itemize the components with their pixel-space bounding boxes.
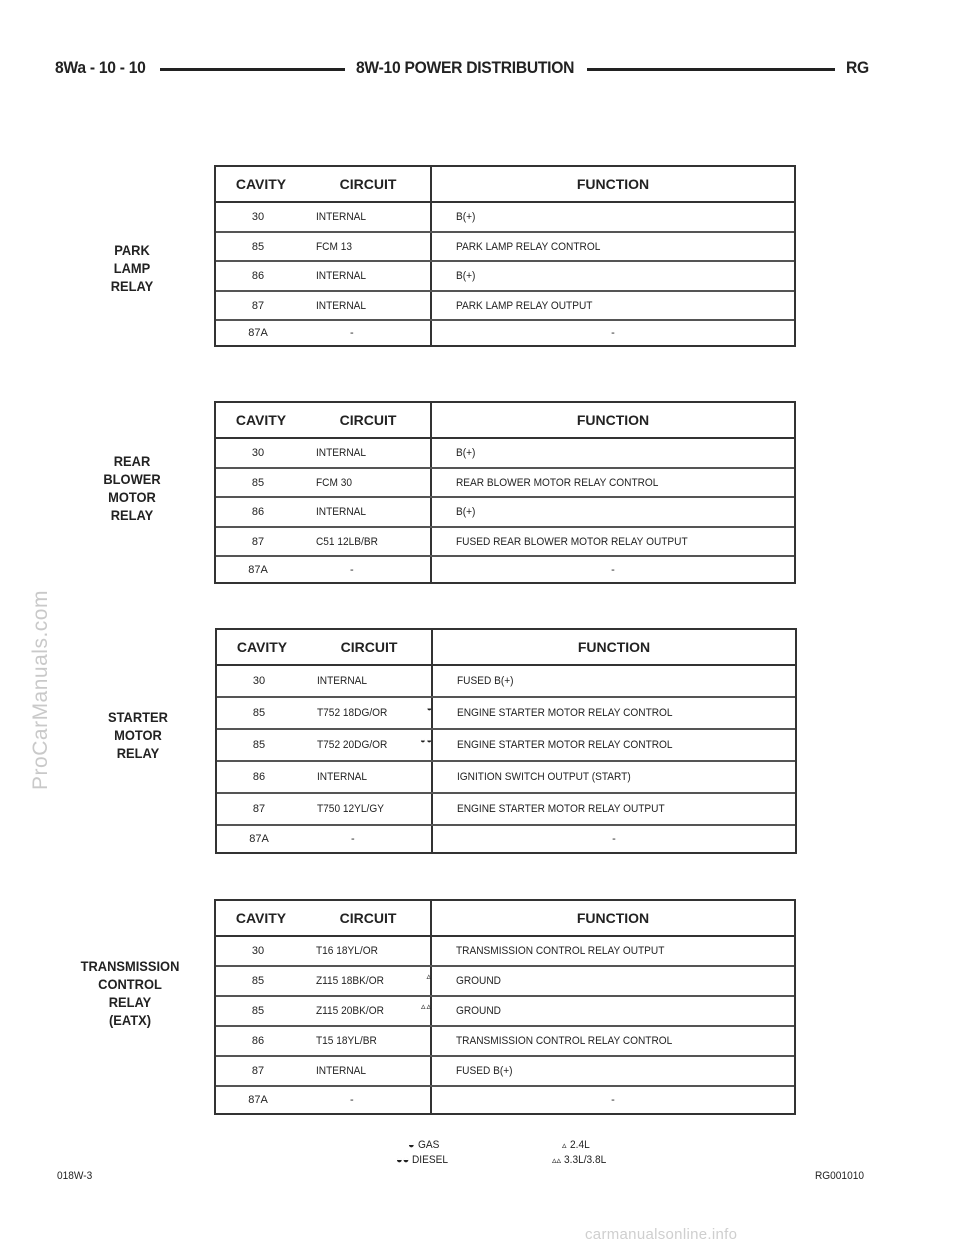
page-ref: 8Wa - 10 - 10 (55, 58, 146, 77)
function-text: B(+) (456, 211, 476, 223)
legend-text: GAS (417, 1139, 440, 1151)
header-rule-right (587, 68, 835, 71)
circuit-text: C51 12LB/BR (316, 535, 378, 548)
relay-label-line: REAR (113, 453, 151, 469)
relay-label-line: RELAY (108, 994, 152, 1010)
header-rule-left (160, 68, 345, 71)
relay-label-rear-blower (58, 452, 205, 524)
circuit-text: - (351, 833, 355, 845)
circuit-cell (301, 703, 433, 719)
circuit-cell (300, 477, 430, 489)
circuit-cell (300, 945, 430, 957)
table-row (217, 698, 795, 730)
function-text: ENGINE STARTER MOTOR RELAY OUTPUT (457, 803, 665, 815)
cavity-cell: 87 (251, 1065, 265, 1077)
function-cell (431, 698, 795, 728)
circuit-cell (300, 1001, 432, 1017)
table-header (216, 167, 794, 203)
relay-label-line: MOTOR (114, 727, 162, 743)
function-cell (430, 203, 794, 231)
circuit-cell (300, 564, 430, 576)
function-text: PARK LAMP RELAY OUTPUT (456, 299, 593, 312)
circuit-text: INTERNAL (316, 270, 367, 282)
table-row (216, 469, 794, 498)
circuit-cell (301, 675, 431, 687)
cavity-cell: 30 (251, 211, 265, 223)
table-row (216, 1057, 794, 1087)
relay-label-line: RELAY (110, 507, 154, 523)
legend-2-4l (562, 1139, 591, 1151)
side-watermark (0, 0, 80, 1242)
engine-3-3l-3-8l-symbol-icon: ▵▵ (552, 1155, 562, 1165)
circuit-cell (300, 1065, 430, 1077)
cavity-cell: 85 (251, 240, 265, 253)
circuit-cell (300, 270, 430, 282)
circuit-cell (300, 536, 430, 548)
cavity-cell: 86 (251, 270, 265, 282)
function-text: ENGINE STARTER MOTOR RELAY CONTROL (457, 739, 673, 751)
table-header (217, 630, 795, 666)
circuit-text: T752 20DG/OR (317, 739, 388, 751)
table-header (216, 403, 794, 439)
side-watermark-text: ProCarManuals.com (29, 590, 52, 790)
function-cell (430, 292, 794, 319)
function-text: FUSED B(+) (456, 1065, 513, 1077)
function-text: REAR BLOWER MOTOR RELAY CONTROL (456, 476, 659, 489)
function-cell (431, 826, 795, 852)
table-row (217, 666, 795, 698)
circuit-text: INTERNAL (316, 211, 367, 223)
function-text: ENGINE STARTER MOTOR RELAY CONTROL (457, 707, 673, 719)
function-cell (430, 1027, 794, 1055)
relay-label-line: MOTOR (108, 489, 156, 505)
function-cell (430, 498, 794, 526)
cavity-cell: 87 (251, 535, 265, 548)
engine-2-4l-symbol-icon: ▵ (562, 1140, 567, 1150)
relay-label-line: RELAY (110, 278, 154, 294)
legend-gas (408, 1139, 441, 1151)
table-row (216, 233, 794, 262)
table-row (216, 292, 794, 321)
circuit-text: - (350, 1094, 354, 1106)
function-cell (430, 997, 794, 1025)
circuit-text: T750 12YL/GY (317, 803, 384, 815)
transmission-control-relay-table (214, 899, 796, 1115)
figure-ref-left (57, 1170, 95, 1182)
rear-blower-relay-table (214, 401, 796, 584)
function-cell (430, 321, 794, 345)
diesel-symbol-icon: ◒◒ (420, 735, 433, 745)
function-cell (430, 937, 794, 965)
cavity-cell: 86 (252, 771, 266, 783)
function-cell (431, 666, 795, 696)
bottom-watermark: carmanualsonline.info (585, 1226, 738, 1243)
page-title: 8W-10 POWER DISTRIBUTION (356, 58, 575, 77)
circuit-cell (300, 971, 432, 987)
function-text: TRANSMISSION CONTROL RELAY OUTPUT (456, 945, 665, 957)
function-text: - (611, 327, 615, 339)
function-cell (431, 730, 795, 760)
cavity-cell: 87 (252, 803, 266, 815)
circuit-cell (300, 300, 430, 312)
function-text: IGNITION SWITCH OUTPUT (START) (457, 771, 631, 783)
table-row (217, 730, 795, 762)
relay-label-starter-motor (64, 708, 211, 762)
function-text: FUSED B(+) (457, 675, 514, 687)
relay-label-transmission-control (56, 957, 203, 1029)
engine-3-3l-3-8l-symbol-icon: ▵▵ (420, 1001, 432, 1011)
table-row (217, 762, 795, 794)
diesel-symbol-icon: ◒◒ (396, 1154, 410, 1166)
cavity-header: CAVITY (235, 176, 287, 192)
table-row (216, 528, 794, 557)
circuit-cell (301, 833, 431, 845)
circuit-text: INTERNAL (316, 447, 367, 459)
table-row (217, 794, 795, 826)
cavity-header: CAVITY (235, 910, 287, 926)
table-row (216, 262, 794, 292)
table-row (216, 203, 794, 233)
cavity-cell: 30 (252, 675, 266, 687)
circuit-cell (301, 803, 431, 815)
cavity-cell: 87 (251, 299, 265, 312)
table-row (216, 321, 794, 345)
cavity-cell: 30 (251, 945, 265, 957)
cavity-cell: 87A (248, 327, 268, 339)
circuit-text: INTERNAL (317, 771, 368, 783)
function-header: FUNCTION (430, 403, 794, 437)
circuit-text: - (350, 327, 354, 339)
function-text: - (611, 1094, 615, 1106)
function-cell (430, 557, 794, 582)
circuit-text: T16 18YL/OR (316, 945, 378, 957)
table-row (216, 937, 794, 967)
legend-text: 3.3L/3.8L (564, 1154, 607, 1166)
circuit-cell (301, 735, 433, 751)
relay-label-line: (EATX) (109, 1012, 151, 1028)
function-text: B(+) (456, 506, 476, 518)
circuit-text: INTERNAL (316, 299, 367, 312)
circuit-text: INTERNAL (317, 675, 368, 687)
function-text: TRANSMISSION CONTROL RELAY CONTROL (456, 1035, 673, 1047)
cavity-cell: 85 (251, 1005, 265, 1017)
function-cell (430, 262, 794, 290)
function-text: PARK LAMP RELAY CONTROL (456, 240, 601, 253)
function-text: FUSED REAR BLOWER MOTOR RELAY OUTPUT (456, 535, 688, 548)
footer-left-text: 018W-3 (57, 1170, 93, 1182)
relay-label-line: PARK (114, 242, 150, 258)
function-header: FUNCTION (431, 630, 795, 664)
relay-label-line: STARTER (108, 709, 168, 725)
cavity-cell: 87A (248, 1094, 268, 1106)
legend-text: 2.4L (569, 1139, 590, 1151)
relay-label-line: BLOWER (103, 471, 161, 487)
circuit-text: INTERNAL (316, 506, 367, 518)
circuit-text: INTERNAL (316, 1065, 367, 1077)
cavity-cell: 85 (251, 975, 265, 987)
cavity-cell: 86 (251, 1035, 265, 1047)
circuit-cell (300, 241, 430, 253)
park-lamp-relay-table (214, 165, 796, 347)
cavity-cell: 85 (251, 476, 265, 489)
gas-symbol-icon: ◒ (426, 703, 433, 713)
cavity-cell: 87A (248, 563, 268, 576)
function-text: - (611, 563, 615, 576)
gas-symbol-icon: ◒ (408, 1139, 415, 1151)
cavity-cell: 85 (252, 739, 266, 751)
circuit-text: Z115 20BK/OR (316, 1005, 384, 1017)
circuit-cell (300, 1035, 430, 1047)
function-text: - (612, 833, 616, 845)
relay-label-line: TRANSMISSION (80, 958, 180, 974)
function-text: B(+) (456, 447, 476, 459)
table-row (216, 498, 794, 528)
table-row (217, 826, 795, 852)
function-cell (431, 762, 795, 792)
table-row (216, 557, 794, 582)
circuit-text: FCM 13 (316, 240, 352, 253)
circuit-cell (300, 327, 430, 339)
table-row (216, 997, 794, 1027)
function-cell (430, 439, 794, 467)
table-row (216, 967, 794, 997)
engine-2-4l-symbol-icon: ▵ (426, 971, 432, 981)
circuit-cell (301, 771, 431, 783)
circuit-text: - (350, 563, 354, 576)
function-cell (430, 1057, 794, 1085)
circuit-cell (300, 506, 430, 518)
relay-label-line: CONTROL (98, 976, 162, 992)
function-text: GROUND (456, 1005, 501, 1017)
legend-text: DIESEL (412, 1154, 449, 1166)
circuit-header: CIRCUIT (339, 176, 397, 192)
circuit-text: Z115 18BK/OR (316, 975, 384, 987)
table-row (216, 439, 794, 469)
function-header: FUNCTION (430, 901, 794, 935)
circuit-cell (300, 1094, 430, 1106)
circuit-text: FCM 30 (316, 476, 352, 489)
function-cell (430, 967, 794, 995)
relay-label-line: RELAY (116, 745, 160, 761)
function-text: GROUND (456, 975, 501, 987)
circuit-cell (300, 211, 430, 223)
circuit-header: CIRCUIT (340, 639, 398, 655)
circuit-cell (300, 447, 430, 459)
cavity-cell: 87A (249, 833, 269, 845)
function-cell (430, 1087, 794, 1113)
function-text: B(+) (456, 270, 476, 282)
relay-label-park-lamp (58, 241, 205, 295)
table-row (216, 1027, 794, 1057)
function-cell (431, 794, 795, 824)
figure-ref-right (815, 1170, 868, 1182)
circuit-text: T15 18YL/BR (316, 1035, 377, 1047)
table-header (216, 901, 794, 937)
starter-motor-relay-table (215, 628, 797, 854)
function-cell (430, 528, 794, 555)
cavity-cell: 30 (251, 447, 265, 459)
function-cell (430, 233, 794, 260)
section-code: RG (846, 58, 869, 77)
circuit-header: CIRCUIT (339, 412, 397, 428)
function-header: FUNCTION (430, 167, 794, 201)
relay-label-line: LAMP (113, 260, 151, 276)
circuit-text: T752 18DG/OR (317, 707, 388, 719)
cavity-header: CAVITY (235, 412, 287, 428)
circuit-header: CIRCUIT (339, 910, 397, 926)
legend-diesel (396, 1154, 452, 1166)
cavity-cell: 86 (251, 506, 265, 518)
function-cell (430, 469, 794, 496)
footer-right-text: RG001010 (815, 1170, 864, 1182)
cavity-header: CAVITY (236, 639, 288, 655)
legend-3-3l-3-8l (552, 1154, 610, 1166)
table-row (216, 1087, 794, 1113)
cavity-cell: 85 (252, 707, 266, 719)
